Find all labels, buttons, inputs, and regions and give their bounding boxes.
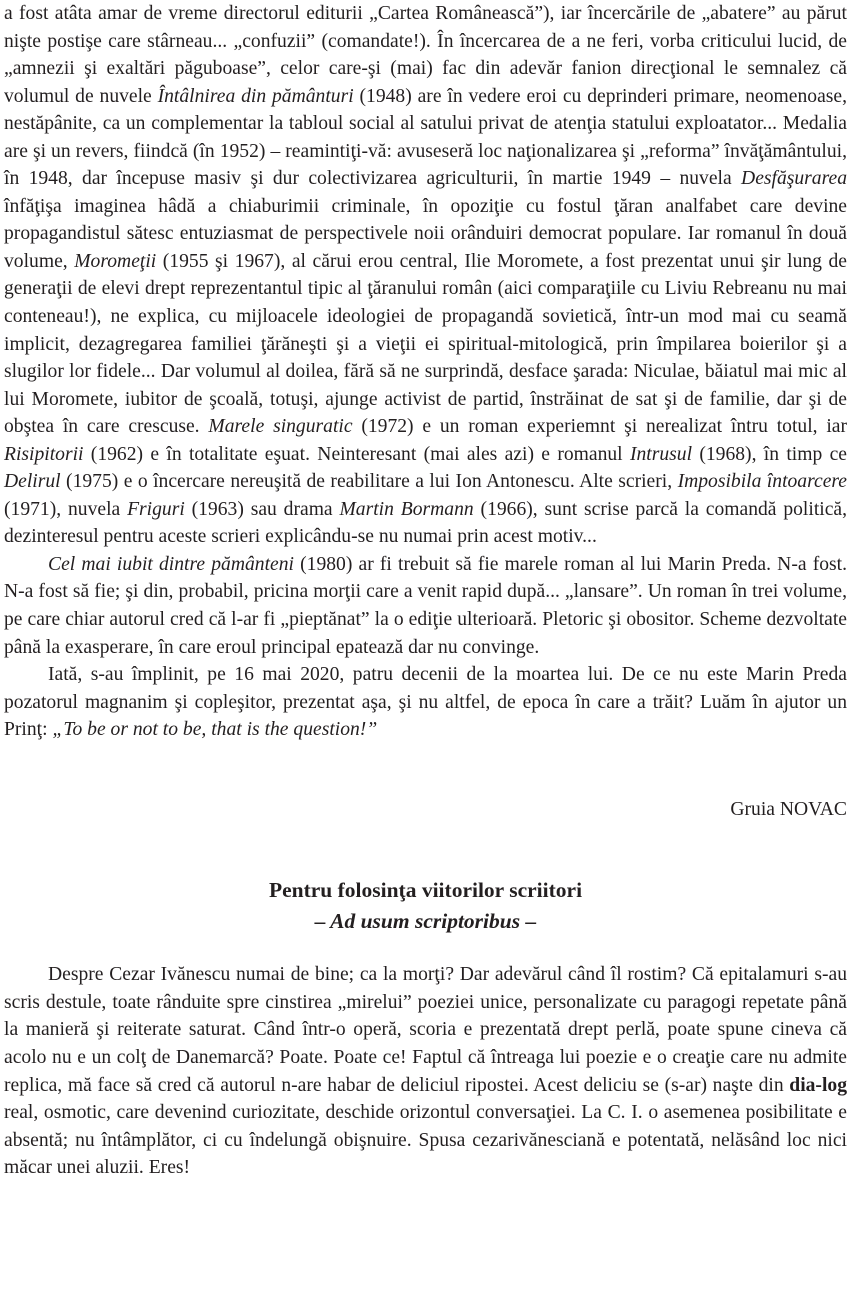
body-text: a fost atâta amar de vreme directorul editurii „Cartea Românească”), iar încercările de „abatere” au părut nişte postişe care stârneau... „confuzii” (comandate!). În încercarea de a ne feri, vorba criticului lucid, de „amnezii şi exaltări păguboase”, celor care-şi (mai) fac din adevăr fanion direcţional le semnalez că volumul de nuvele — [4, 3, 847, 107]
body-text: (1962) e în totalitate eşuat. Neinteresant (mai ales azi) e romanul — [83, 443, 630, 465]
body-text: Despre Cezar Ivănescu numai de bine; ca la morţi? Dar adevărul când îl rostim? Că epitalamuri s-au scris destule, toate rânduite spre cinstirea „mirelui” poeziei unice, personalizate cu paragogi repetate până la manieră şi reiterate saturat. Când într-o operă, scoria e prezentată drept perlă, poate spune cineva că acolo nu e un colţ de Danemarcă? Poate. Poate ce! Faptul că întreaga lui poezie e o creaţie care nu admite replica, mă face să cred că autorul n-are habar de deliciul ripostei. Acest deliciu se (s-ar) naşte din — [4, 964, 847, 1096]
body-text: real, osmotic, care devenind curiozitate, deschide orizontul conversaţiei. La C. I. o asemenea posibilitate e absentă; nu întâmplător, ci cu îndelungă obişnuire. Spusa cezarivănesciană e potentată, nelăsând loc nici măcar unei aluzii. Eres! — [4, 1102, 847, 1179]
body-text: (1955 şi 1967), al cărui erou central, Ilie Moromete, a fost prezentat unui şir lung de generaţii de elevi drept reprezentantul tipic al ţăranului român (aici comparaţiile cu Liviu Rebreanu nu mai conteneau!), ne explica, cu mijloacele ideologiei de propagandă sovietică, într-un mod mai cu seamă implicit, dezagregarea familiei ţărăneşti şi a vieţii ei spiritual-mitologică, prin împilarea boierilor şi a slugilor lor fidele... Dar volumul al doilea, fără să ne surprindă, desface şarada: Niculae, băiatul mai mic al lui Moromete, iubitor de şcoală, totuşi, ajunge activist de partid, înstrăinat de sat şi de familie, dar şi de obştea în care crescuse. — [4, 250, 848, 438]
body-text: (1963) sau drama — [184, 498, 340, 520]
italic-title-text: Delirul — [4, 471, 61, 493]
italic-title-text: Friguri — [127, 498, 185, 520]
italic-title-text: Marele singuratic — [208, 416, 353, 438]
italic-title-text: Martin Bormann — [339, 498, 474, 520]
italic-title-text: Desfăşurarea — [741, 168, 847, 190]
section-subtitle: – Ad usum scriptoribus – — [314, 909, 537, 934]
body-text: (1975) e o încercare nereuşită de reabilitare a lui Ion Antonescu. Alte scrieri, — [60, 471, 678, 493]
article-paragraph — [4, 961, 847, 1181]
body-text: (1948) are în vedere eroi cu deprinderi primare, neomenoase, nestăpânite, ca un complementar la tabloul social al satului privat de atenţia statului exploatator... Medalia are şi un revers, fiindcă (în 1952) – reamintiţi-vă: avuseseră loc naţionalizarea şi „reforma” învăţământului, în 1948, dar începuse masiv şi dur colectivizarea agriculturii, în martie 1949 – nuvela — [4, 85, 847, 190]
body-text: înfăţişa imaginea hâdă a chiaburimii criminale, în opoziţie cu fostul ţăran analfabet care devine propagandistul sătesc entuziasmat de perspectivele noii orânduiri democrat populare. Iar romanul în două volume, — [4, 195, 847, 272]
article-paragraph — [4, 0, 847, 551]
italic-title-text: Intrusul — [629, 443, 693, 465]
italic-title-text: Moromeţii — [74, 250, 157, 272]
italic-title-text: Întâlnirea din pământuri — [157, 85, 354, 107]
body-text: (1980) ar fi trebuit să fie marele roman al lui Marin Preda. N-a fost. N-a fost să fie; şi din, probabil, pricina morţii care a venit rapid după... „lansare”. Un roman în trei volume, pe care chiar autorul cred că l-ar fi „pieptănat” la o ediţie ulterioară. Pletoric şi obositor. Scheme dezvoltate până la exasperare, în care eroul principal epatează dar nu convinge. — [4, 553, 848, 658]
author-signature: Gruia NOVAC — [730, 798, 847, 820]
body-text: (1972) e un roman experiemnt şi nerealizat întru totul, iar — [352, 416, 848, 438]
bold-term-text: dia-log — [789, 1074, 847, 1096]
article-paragraph — [4, 661, 847, 744]
body-text: Iată, s-au împlinit, pe 16 mai 2020, patru decenii de la moartea lui. De ce nu este Marin Preda pozatorul magnanim şi copleşitor, prezentat aşa, şi nu altfel, de epoca în care a trăit? Luăm în ajutor un Prinţ: — [4, 664, 847, 741]
italic-title-text: Imposibila întoarcere — [677, 471, 847, 493]
italic-title-text: „To be or not to be, that is the question!” — [52, 719, 378, 741]
italic-title-text: Cel mai iubit dintre pământeni — [48, 553, 294, 575]
body-text: (1968), în timp ce — [692, 443, 847, 465]
body-text: (1966), sunt scrise parcă la comandă politică, dezinteresul pentru aceste scrieri explicându-se nu numai prin acest motiv... — [4, 498, 847, 548]
article-paragraph — [4, 551, 847, 661]
italic-title-text: Risipitorii — [4, 443, 84, 465]
section-title: Pentru folosinţa viitorilor scriitori — [268, 878, 583, 903]
body-text: (1971), nuvela — [4, 498, 128, 520]
